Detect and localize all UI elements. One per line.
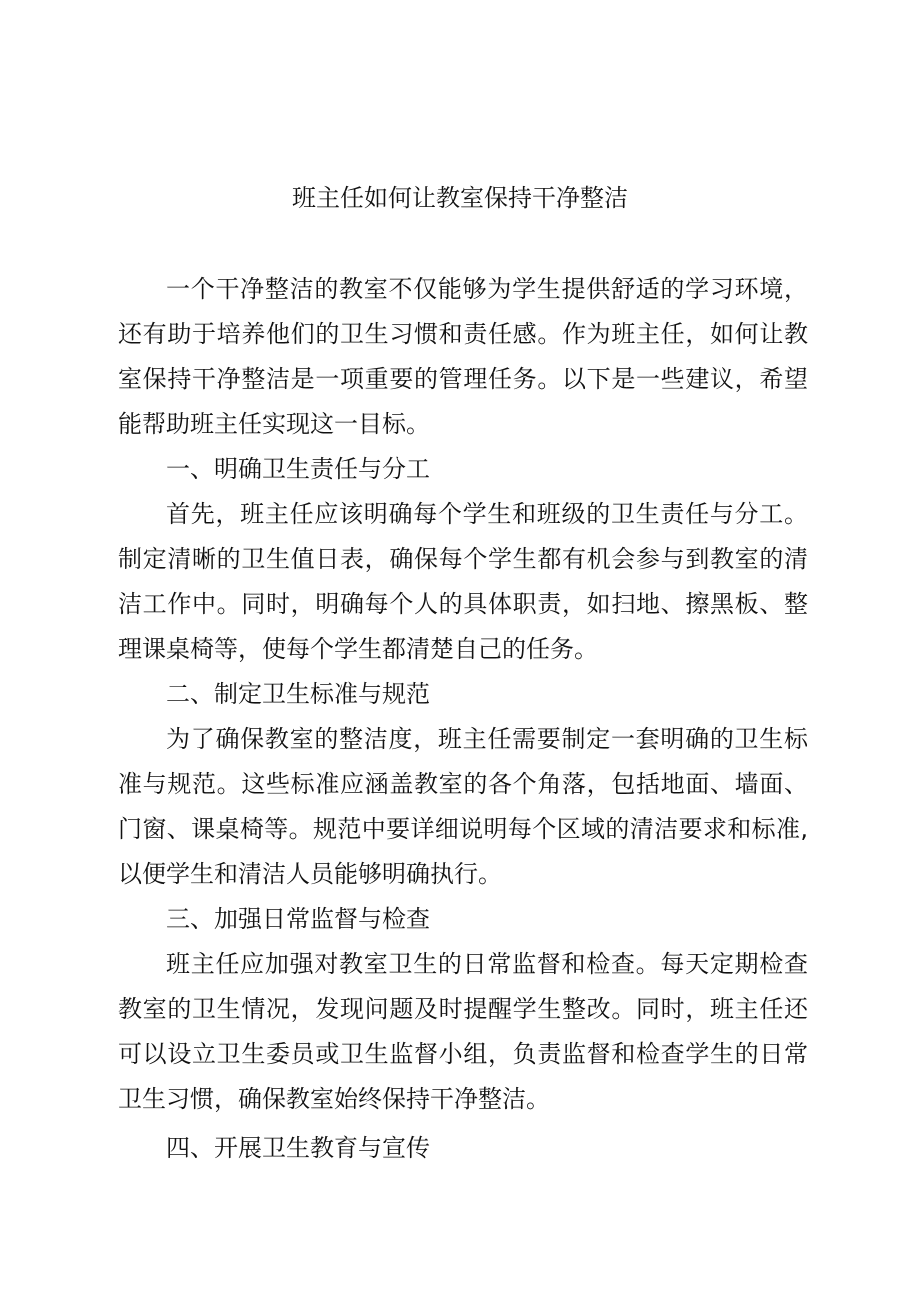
- section-1-heading: 一、明确卫生责任与分工: [166, 455, 430, 483]
- section-4-heading: 四、开展卫生教育与宣传: [166, 1134, 430, 1162]
- intro-paragraph: 一个干净整洁的教室不仅能够为学生提供舒适的学习环境，还有助于培养他们的卫生习惯和责任感。作为班主任，如何让教室保持干净整洁是一项重要的管理任务。以下是一些建议，希望能帮助班主任实现这一目标。: [118, 275, 808, 438]
- section-3-heading: 三、加强日常监督与检查: [166, 905, 430, 933]
- section-2-heading: 二、制定卫生标准与规范: [166, 680, 430, 708]
- section-2-body: 为了确保教室的整洁度，班主任需要制定一套明确的卫生标准与规范。这些标准应涵盖教室的各个角落，包括地面、墙面、门窗、课桌椅等。规范中要详细说明每个区域的清洁要求和标准,以便学生和清洁人员能够明确执行。: [118, 725, 808, 888]
- section-3-body: 班主任应加强对教室卫生的日常监督和检查。每天定期检查教室的卫生情况，发现问题及时提醒学生整改。同时，班主任还可以设立卫生委员或卫生监督小组，负责监督和检查学生的日常卫生习惯，确保教室始终保持干净整洁。: [118, 950, 808, 1113]
- section-1-body: 首先，班主任应该明确每个学生和班级的卫生责任与分工。制定清晰的卫生值日表，确保每个学生都有机会参与到教室的清洁工作中。同时，明确每个人的具体职责，如扫地、擦黑板、整理课桌椅等，使每个学生都清楚自己的任务。: [118, 500, 808, 663]
- page-title: 班主任如何让教室保持干净整洁: [292, 184, 628, 212]
- document-body: [118, 267, 808, 1171]
